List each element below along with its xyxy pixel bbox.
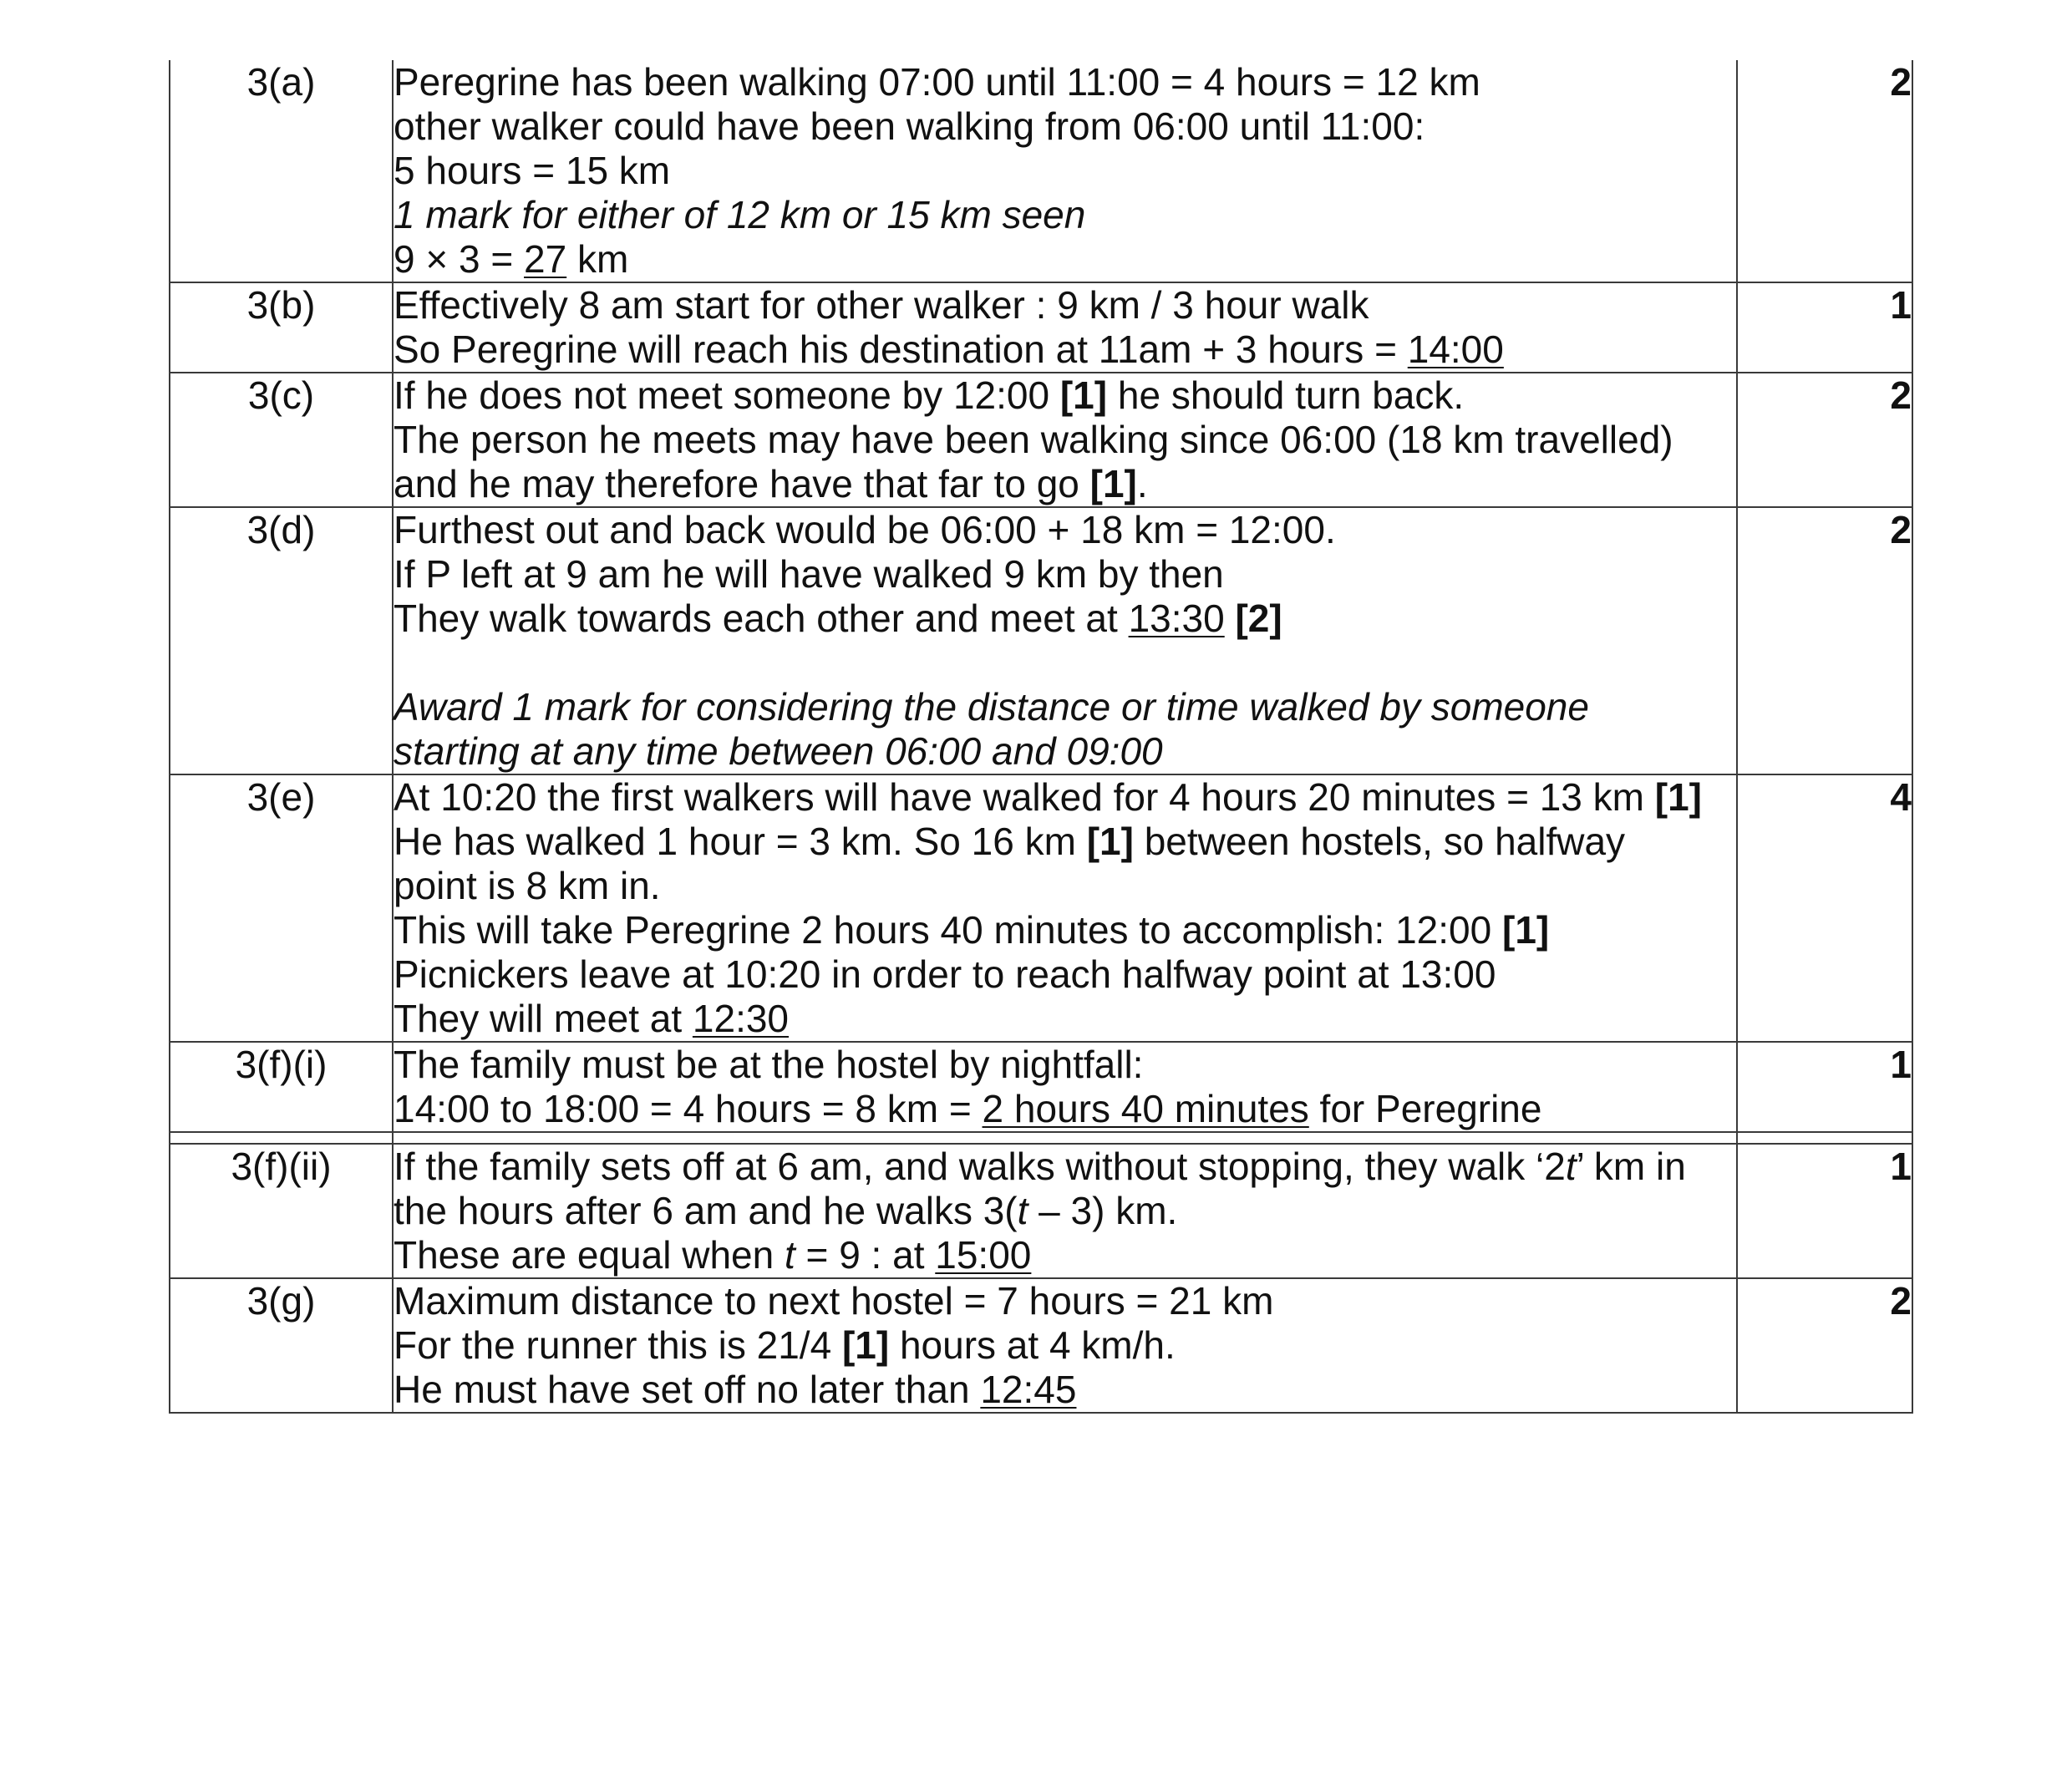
answer-line <box>394 327 1736 372</box>
answer-cell <box>393 1278 1737 1413</box>
mark-tag: [1] <box>841 1323 890 1367</box>
answer-line <box>394 1368 1736 1412</box>
final-answer: 14:00 <box>1407 327 1504 371</box>
answer-line <box>394 952 1736 997</box>
answer-text: point is 8 km in. <box>394 864 661 907</box>
marks-value: 4 <box>1737 774 1912 1042</box>
answer-text: and he may therefore have that far to go <box>394 462 1090 505</box>
answer-line <box>394 149 1736 193</box>
examiner-note: 1 mark for either of 12 km or 15 km seen <box>394 193 1086 236</box>
examiner-note: t <box>1017 1189 1028 1232</box>
answer-text: If the family sets off at 6 am, and walks without stopping, they walk ‘2 <box>394 1145 1566 1188</box>
mark-scheme-table <box>169 60 1913 1414</box>
answer-line <box>394 552 1736 597</box>
answer-text: hours at 4 km/h. <box>889 1323 1176 1367</box>
question-number: 3(d) <box>170 507 393 774</box>
answer-line <box>394 104 1736 149</box>
marks-value: 2 <box>1737 373 1912 507</box>
answer-text: This will take Peregrine 2 hours 40 minutes to accomplish: 12:00 <box>394 908 1502 952</box>
mark-tag: [1] <box>1654 775 1702 819</box>
answer-text: for Peregrine <box>1308 1087 1542 1130</box>
answer-line <box>394 193 1736 237</box>
table-row <box>170 1278 1912 1413</box>
answer-line <box>394 729 1736 774</box>
answer-cell <box>393 282 1737 373</box>
separator-cell <box>1737 1132 1912 1144</box>
answer-line <box>394 1323 1736 1368</box>
answer-text: Peregrine has been walking 07:00 until 11:00 = 4 hours = 12 km <box>394 60 1480 104</box>
answer-text: For the runner this is 21/4 <box>394 1323 842 1367</box>
examiner-note: t <box>1565 1145 1577 1188</box>
answer-text: So Peregrine will reach his destination at 11am + 3 hours = <box>394 327 1408 371</box>
answer-line <box>394 1279 1736 1323</box>
mark-tag: [1] <box>1089 462 1137 505</box>
answer-text: he should turn back. <box>1107 373 1465 417</box>
answer-text: = 9 : at <box>795 1233 936 1277</box>
answer-line <box>394 418 1736 462</box>
table-row <box>170 60 1912 282</box>
examiner-note: starting at any time between 06:00 and 09:00 <box>394 729 1163 773</box>
table-row <box>170 373 1912 507</box>
question-number: 3(g) <box>170 1278 393 1413</box>
final-answer: 12:30 <box>692 997 790 1040</box>
question-number: 3(e) <box>170 774 393 1042</box>
marks-value: 2 <box>1737 60 1912 282</box>
table-row <box>170 774 1912 1042</box>
marks-value: 1 <box>1737 282 1912 373</box>
answer-line <box>394 1145 1736 1189</box>
answer-line <box>394 1043 1736 1087</box>
answer-text: . <box>1136 462 1148 505</box>
answer-line <box>394 283 1736 327</box>
answer-cell <box>393 774 1737 1042</box>
answer-text: These are equal when <box>394 1233 785 1277</box>
mark-tag: [1] <box>1059 373 1108 417</box>
answer-text: between hostels, so halfway <box>1133 820 1626 863</box>
answer-line <box>394 908 1736 952</box>
answer-line <box>394 1233 1736 1277</box>
answer-text: Picnickers leave at 10:20 in order to reach halfway point at 13:00 <box>394 952 1496 996</box>
answer-text: ’ km in <box>1576 1145 1686 1188</box>
separator-cell <box>393 1132 1737 1144</box>
answer-line <box>394 60 1736 104</box>
answer-text: The family must be at the hostel by nightfall: <box>394 1043 1144 1086</box>
answer-cell <box>393 373 1737 507</box>
answer-line <box>394 820 1736 864</box>
answer-line <box>394 508 1736 552</box>
marks-value: 2 <box>1737 507 1912 774</box>
answer-text: He has walked 1 hour = 3 km. So 16 km <box>394 820 1087 863</box>
answer-text: They walk towards each other and meet at <box>394 597 1129 640</box>
examiner-note: Award 1 mark for considering the distance or time walked by someone <box>394 685 1589 729</box>
answer-cell <box>393 60 1737 282</box>
answer-text: the hours after 6 am and he walks 3( <box>394 1189 1018 1232</box>
answer-text: 14:00 to 18:00 = 4 hours = 8 km = <box>394 1087 983 1130</box>
answer-line <box>394 685 1736 729</box>
row-separator <box>170 1132 1912 1144</box>
answer-line <box>394 237 1736 282</box>
answer-line <box>394 775 1736 820</box>
answer-text: Effectively 8 am start for other walker : 9 km / 3 hour walk <box>394 283 1369 327</box>
final-answer: 27 <box>524 237 567 281</box>
final-answer: 12:45 <box>980 1368 1077 1411</box>
question-number: 3(c) <box>170 373 393 507</box>
answer-line <box>394 864 1736 908</box>
question-number: 3(f)(ii) <box>170 1144 393 1278</box>
answer-text: other walker could have been walking from 06:00 until 11:00: <box>394 104 1425 148</box>
mark-tag: [1] <box>1502 908 1550 952</box>
final-answer: 13:30 <box>1128 597 1225 640</box>
answer-text: 5 hours = 15 km <box>394 149 671 192</box>
blank-line <box>394 641 1736 685</box>
answer-line <box>394 1087 1736 1131</box>
answer-text: 9 × 3 = <box>394 237 525 281</box>
answer-text: The person he meets may have been walking since 06:00 (18 km travelled) <box>394 418 1673 461</box>
answer-text: They will meet at <box>394 997 693 1040</box>
question-number: 3(b) <box>170 282 393 373</box>
answer-text: He must have set off no later than <box>394 1368 981 1411</box>
table-row <box>170 1144 1912 1278</box>
final-answer: 15:00 <box>935 1233 1032 1277</box>
question-number: 3(a) <box>170 60 393 282</box>
mark-tag: [2] <box>1235 597 1282 640</box>
marks-value: 1 <box>1737 1042 1912 1132</box>
mark-scheme-body <box>170 60 1912 1413</box>
separator-cell <box>170 1132 393 1144</box>
examiner-note: t <box>784 1233 795 1277</box>
answer-text: At 10:20 the first walkers will have walked for 4 hours 20 minutes = 13 km <box>394 775 1655 819</box>
answer-cell <box>393 1042 1737 1132</box>
answer-text: km <box>566 237 629 281</box>
answer-line <box>394 373 1736 418</box>
answer-text: If P left at 9 am he will have walked 9 km by then <box>394 552 1224 596</box>
table-row <box>170 507 1912 774</box>
answer-line <box>394 462 1736 506</box>
marks-value: 1 <box>1737 1144 1912 1278</box>
answer-line <box>394 997 1736 1041</box>
answer-text: Furthest out and back would be 06:00 + 18 km = 12:00. <box>394 508 1336 551</box>
table-row <box>170 282 1912 373</box>
answer-cell <box>393 507 1737 774</box>
question-number: 3(f)(i) <box>170 1042 393 1132</box>
table-row <box>170 1042 1912 1132</box>
answer-text: If he does not meet someone by 12:00 <box>394 373 1060 417</box>
answer-line <box>394 597 1736 641</box>
answer-text <box>1225 597 1236 640</box>
answer-line <box>394 1189 1736 1233</box>
mark-tag: [1] <box>1086 820 1134 863</box>
marks-value: 2 <box>1737 1278 1912 1413</box>
answer-text: – 3) km. <box>1028 1189 1178 1232</box>
final-answer: 2 hours 40 minutes <box>982 1087 1309 1130</box>
answer-cell <box>393 1144 1737 1278</box>
answer-text: Maximum distance to next hostel = 7 hours = 21 km <box>394 1279 1274 1323</box>
